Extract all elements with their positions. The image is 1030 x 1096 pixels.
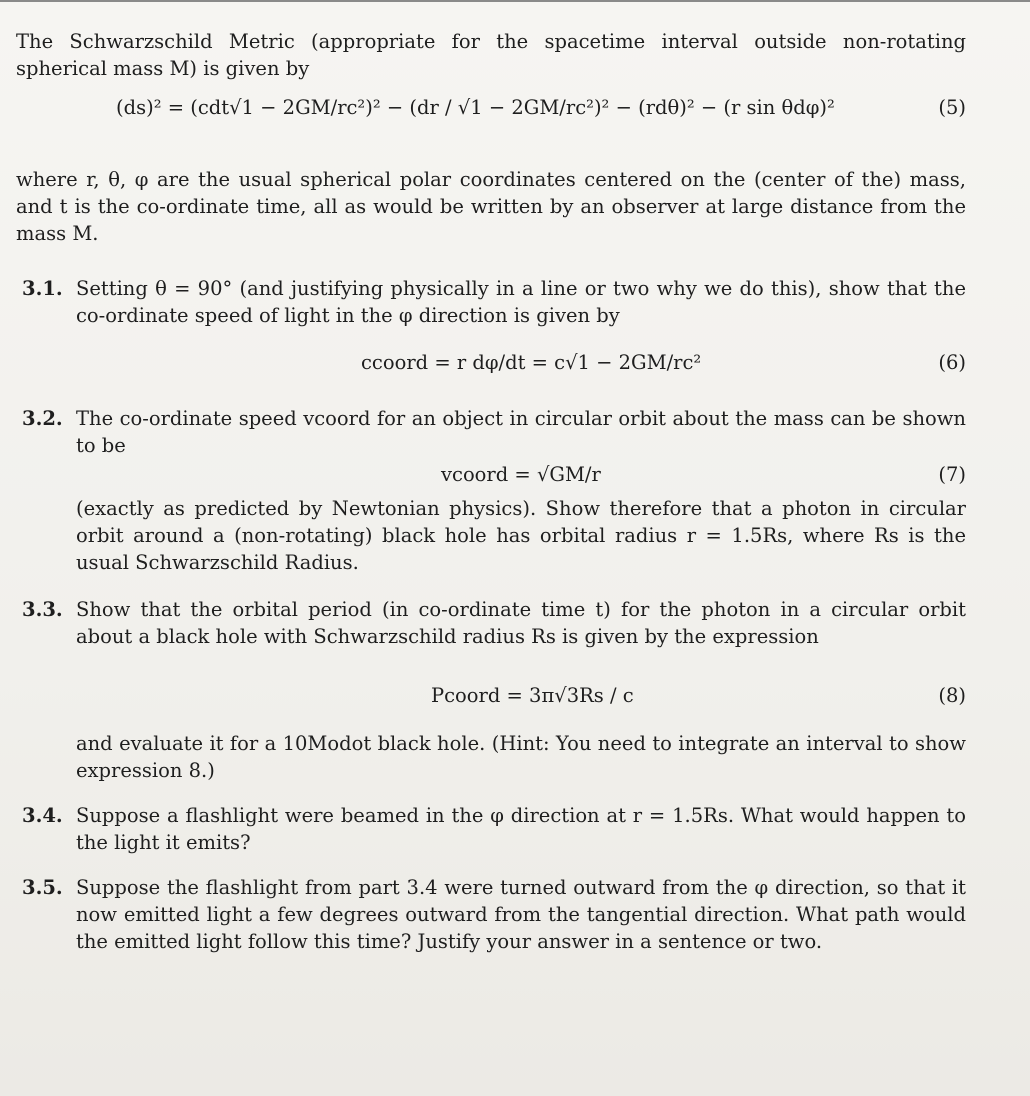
equation-8 xyxy=(16,656,966,730)
problem-after-text: and evaluate it for a 10Modot black hole. (Hint: You need to integrate an interval to show expression 8.) xyxy=(76,732,966,782)
problem-3-1 xyxy=(16,275,966,395)
equation-7-number: (7) xyxy=(938,463,966,486)
document-content xyxy=(16,28,966,955)
problem-3-4 xyxy=(16,802,966,856)
equation-5-number: (5) xyxy=(938,96,966,119)
problem-label: 3.4. xyxy=(22,804,63,827)
equation-6-body: ccoord = r dφ/dt = c√1 − 2GM/rc² xyxy=(361,351,702,374)
problem-3-3 xyxy=(16,596,966,784)
problem-label: 3.1. xyxy=(22,277,63,300)
problem-label: 3.3. xyxy=(22,598,63,621)
equation-8-body: Pcoord = 3π√3Rs / c xyxy=(431,684,634,707)
problem-text: Setting θ = 90° (and justifying physically in a line or two why we do this), show that the co-ordinate speed of light in the φ direction is given by xyxy=(76,277,966,327)
equation-8-number: (8) xyxy=(938,684,966,707)
problem-3-5 xyxy=(16,874,966,955)
problem-after-text: (exactly as predicted by Newtonian physics). Show therefore that a photon in circular orbit around a (non-rotating) black hole has orbital radius r = 1.5Rs, where Rs is the usual Schwarzschild Radius. xyxy=(76,497,966,574)
intro-after-paragraph: where r, θ, φ are the usual spherical polar coordinates centered on the (center of the) mass, and t is the co-ordinate time, all as would be written by an observer at large distance from the mass M. xyxy=(16,168,966,245)
problem-label: 3.2. xyxy=(22,407,63,430)
problem-text: Suppose a flashlight were beamed in the φ direction at r = 1.5Rs. What would happen to the light it emits? xyxy=(76,804,966,854)
equation-7 xyxy=(16,461,966,495)
top-rule xyxy=(0,0,1030,2)
intro-paragraph: The Schwarzschild Metric (appropriate for the spacetime interval outside non-rotating spherical mass M) is given by xyxy=(16,30,966,80)
equation-6-number: (6) xyxy=(938,351,966,374)
equation-7-body: vcoord = √GM/r xyxy=(441,463,601,486)
problem-label: 3.5. xyxy=(22,876,63,899)
equation-5 xyxy=(16,88,966,166)
problem-text: Suppose the flashlight from part 3.4 were turned outward from the φ direction, so that it now emitted light a few degrees outward from the tangential direction. What path would the emitted light follow this time? Justify your answer in a sentence or two. xyxy=(76,876,966,953)
problem-3-2 xyxy=(16,405,966,576)
equation-5-body: (ds)² = (cdt√1 − 2GM/rc²)² − (dr / √1 − 2GM/rc²)² − (rdθ)² − (r sin θdφ)² xyxy=(116,96,835,119)
problem-text: Show that the orbital period (in co-ordinate time t) for the photon in a circular orbit about a black hole with Schwarzschild radius Rs is given by the expression xyxy=(76,598,966,648)
equation-6 xyxy=(16,335,966,395)
problem-text: The co-ordinate speed vcoord for an object in circular orbit about the mass can be shown to be xyxy=(76,407,966,457)
